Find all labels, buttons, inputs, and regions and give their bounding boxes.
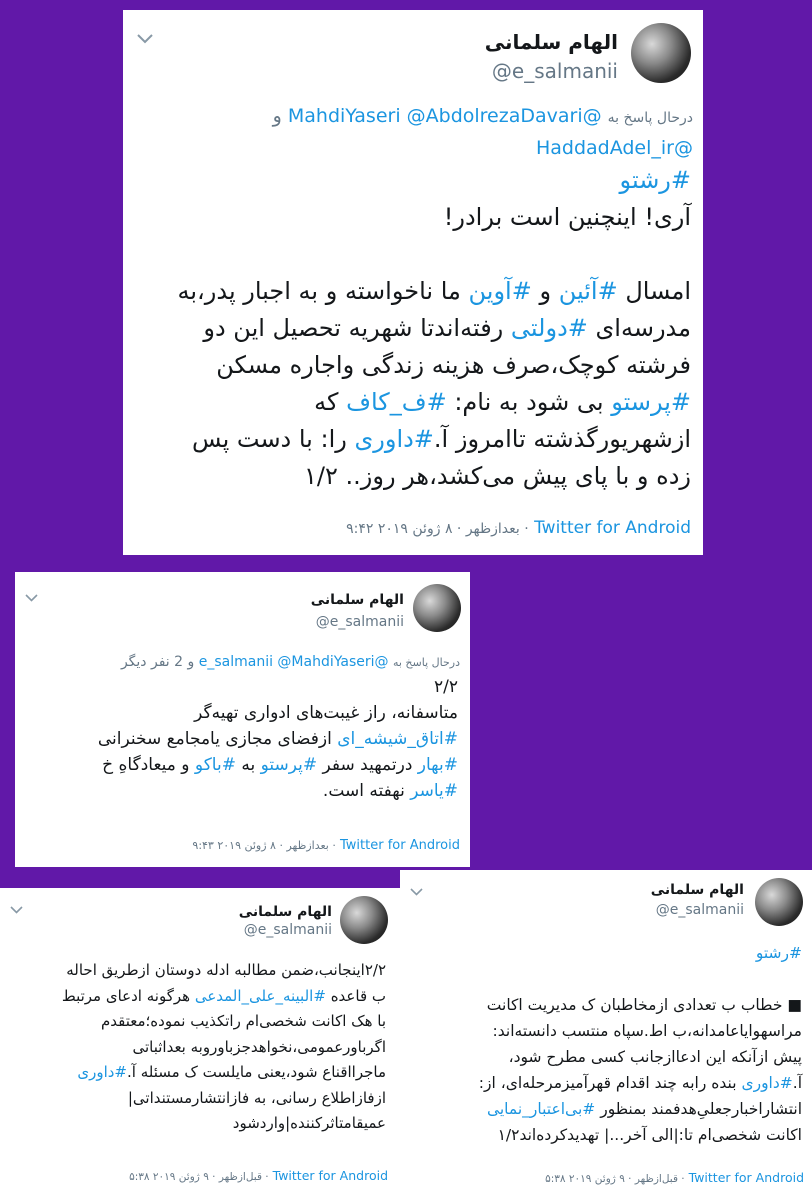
- display-name[interactable]: الهام سلمانی: [650, 882, 744, 898]
- text: هرگونه ادعای مرتبط: [61, 986, 191, 1005]
- avatar[interactable]: [340, 896, 388, 944]
- timestamp[interactable]: ۹:۴۲ بعدازظهر · ۸ ژوئن ۲۰۱۹ ·: [346, 521, 529, 537]
- reply-context: [121, 654, 460, 670]
- text: را: با دست پس: [191, 425, 347, 453]
- tweet-card-2[interactable]: [15, 572, 470, 867]
- hashtag[interactable]: #بی‌اعتبار_نمایی: [486, 1100, 596, 1118]
- text: ما ناخواسته و به اجبار پدر،به: [177, 277, 461, 305]
- text-line: متاسفانه، راز غیبت‌های ادواری تهیه‌گر: [194, 703, 458, 723]
- tweet-meta: [346, 518, 691, 538]
- text: درتمهید سفر: [322, 755, 413, 775]
- text: نهفته است.: [322, 781, 405, 801]
- hashtag[interactable]: #باکو: [194, 755, 236, 775]
- tweet-meta: [192, 838, 460, 853]
- text-line: ■ خطاب ب تعدادی ازمخاطبان ک مدیریت اکانت: [486, 996, 802, 1014]
- user-handle[interactable]: @e_salmanii: [315, 614, 404, 630]
- hashtag[interactable]: #رشتو: [619, 166, 691, 194]
- display-name[interactable]: الهام سلمانی: [310, 592, 404, 608]
- text-line: پیش ازآنکه این ادعاازجانب کسی مطرح شود،: [508, 1048, 802, 1066]
- display-name[interactable]: الهام سلمانی: [238, 904, 332, 920]
- text-line: اگرباورعمومی،نخواهدجزباوروبه بعداثباتی: [132, 1037, 386, 1056]
- text: بنده رابه چند اقدام قهرآمیزمرحله‌ای، از:: [478, 1074, 737, 1092]
- user-handle[interactable]: @e_salmanii: [243, 922, 332, 938]
- hashtag[interactable]: #آوین: [468, 277, 532, 305]
- tweet-text: [1, 958, 386, 1137]
- tweet-text: [18, 674, 458, 804]
- text-line: ۲/۲: [434, 677, 458, 697]
- tweet-text: [402, 940, 802, 1148]
- text-line: فرشته کوچک،صرف هزینه زندگی واجاره مسکن: [216, 351, 691, 379]
- text-line: زده و با پای پیش می‌کشد،هر روز.. ۱/۲: [304, 462, 691, 490]
- text: امسال: [625, 277, 691, 305]
- avatar[interactable]: [413, 584, 461, 632]
- hashtag[interactable]: #داوری: [741, 1074, 793, 1092]
- source-link[interactable]: Twitter for Android: [534, 518, 691, 538]
- chevron-down-icon[interactable]: [410, 888, 423, 896]
- chevron-down-icon[interactable]: [25, 594, 38, 602]
- user-handle[interactable]: @e_salmanii: [491, 59, 618, 83]
- hashtag[interactable]: #داوری: [77, 1063, 127, 1081]
- hashtag[interactable]: #البینه_علی_المدعی: [194, 986, 326, 1005]
- text-line: ۲/۲اینجانب،ضمن مطالبه ادله دوستان ازطریق احاله: [66, 961, 386, 979]
- reply-mentions[interactable]: @e_salmanii @MahdiYaseri: [198, 654, 389, 670]
- reply-context: [273, 105, 693, 127]
- tweet-card-1[interactable]: [123, 10, 703, 555]
- hashtag[interactable]: #اتاق_شیشه_ای: [337, 729, 458, 749]
- text: ازفضای مجازی یامجامع سخنرانی: [97, 729, 332, 749]
- hashtag[interactable]: #ف_کاف: [346, 388, 447, 416]
- timestamp[interactable]: ۹:۴۳ بعدازظهر · ۸ ژوئن ۲۰۱۹ ·: [192, 839, 336, 852]
- text-line: با هک اکانت شخصی‌ام راتکذیب نموده؛معتقدم: [100, 1012, 386, 1030]
- hashtag[interactable]: #داوری: [354, 425, 434, 453]
- timestamp[interactable]: ۵:۳۸ قبل‌ازظهر · ۹ ژوئن ۲۰۱۹ ·: [545, 1173, 685, 1185]
- user-handle[interactable]: @e_salmanii: [655, 902, 744, 918]
- display-name[interactable]: الهام سلمانی: [484, 30, 618, 54]
- text: رفته‌اندتا شهریه تحصیل این دو: [203, 314, 504, 342]
- hashtag[interactable]: #یاسر: [410, 781, 458, 801]
- hashtag[interactable]: #دولتی: [510, 314, 588, 342]
- text: و: [539, 277, 552, 305]
- avatar[interactable]: [631, 23, 691, 83]
- text: ب قاعده: [330, 986, 386, 1005]
- text: که: [314, 388, 339, 416]
- text: ازشهریورگذشته تاامروز آ.: [433, 425, 691, 453]
- reply-context-2: [536, 137, 693, 159]
- reply-mention-2[interactable]: @HaddadAdel_ir: [535, 137, 693, 159]
- text-line: آری! اینچنین است برادر!: [443, 203, 691, 231]
- text: انتشاراخبارجعلیِ‌هدفمند بمنظور: [600, 1100, 802, 1118]
- text: ماجرااقناع شود،یعنی مایلست ک مسئله آ.: [127, 1063, 386, 1081]
- text-line: اکانت شخصی‌ام تا:|الی آخر...| تهدیدکرده‌اند۱/۲: [497, 1126, 802, 1144]
- text: بی شود به نام:: [454, 388, 604, 416]
- text: به: [241, 755, 256, 775]
- text-line: ازفازاطلاع رسانی، به فازانتشارمستنداتی|: [127, 1088, 386, 1107]
- tweet-text: [131, 162, 691, 495]
- source-link[interactable]: Twitter for Android: [272, 1168, 388, 1183]
- source-link[interactable]: Twitter for Android: [340, 838, 460, 853]
- text: و میعادگاهِ خ: [102, 755, 190, 775]
- reply-mentions[interactable]: @MahdiYaseri @AbdolrezaDavari: [287, 105, 602, 127]
- tweet-card-3[interactable]: [0, 888, 400, 1200]
- text: آ.: [792, 1074, 802, 1092]
- hashtag[interactable]: #آئین: [558, 277, 618, 305]
- reply-and: و: [272, 105, 282, 127]
- avatar[interactable]: [755, 878, 803, 926]
- reply-prefix: درحال پاسخ به: [607, 110, 693, 126]
- hashtag[interactable]: #پرستو: [260, 755, 318, 775]
- chevron-down-icon[interactable]: [137, 34, 153, 44]
- tweet-meta: [545, 1170, 804, 1185]
- hashtag[interactable]: #پرستو: [611, 388, 691, 416]
- reply-prefix: درحال پاسخ به: [392, 656, 460, 669]
- hashtag[interactable]: #بهار: [417, 755, 458, 775]
- reply-suffix[interactable]: و 2 نفر دیگر: [120, 654, 195, 670]
- timestamp[interactable]: ۵:۳۸ قبل‌ازظهر · ۹ ژوئن ۲۰۱۹ ·: [129, 1171, 269, 1183]
- text: مدرسه‌ای: [595, 314, 691, 342]
- text-line: عمیقامتاثرکننده|واردشود: [232, 1114, 386, 1132]
- hashtag[interactable]: #رشتو: [755, 944, 802, 962]
- chevron-down-icon[interactable]: [10, 906, 23, 914]
- tweet-meta: [129, 1168, 388, 1183]
- text-line: مراسهوایاعامدانه،ب اط.سپاه منتسب دانسته‌اند:: [492, 1022, 802, 1040]
- tweet-card-4[interactable]: [400, 870, 812, 1200]
- source-link[interactable]: Twitter for Android: [688, 1170, 804, 1185]
